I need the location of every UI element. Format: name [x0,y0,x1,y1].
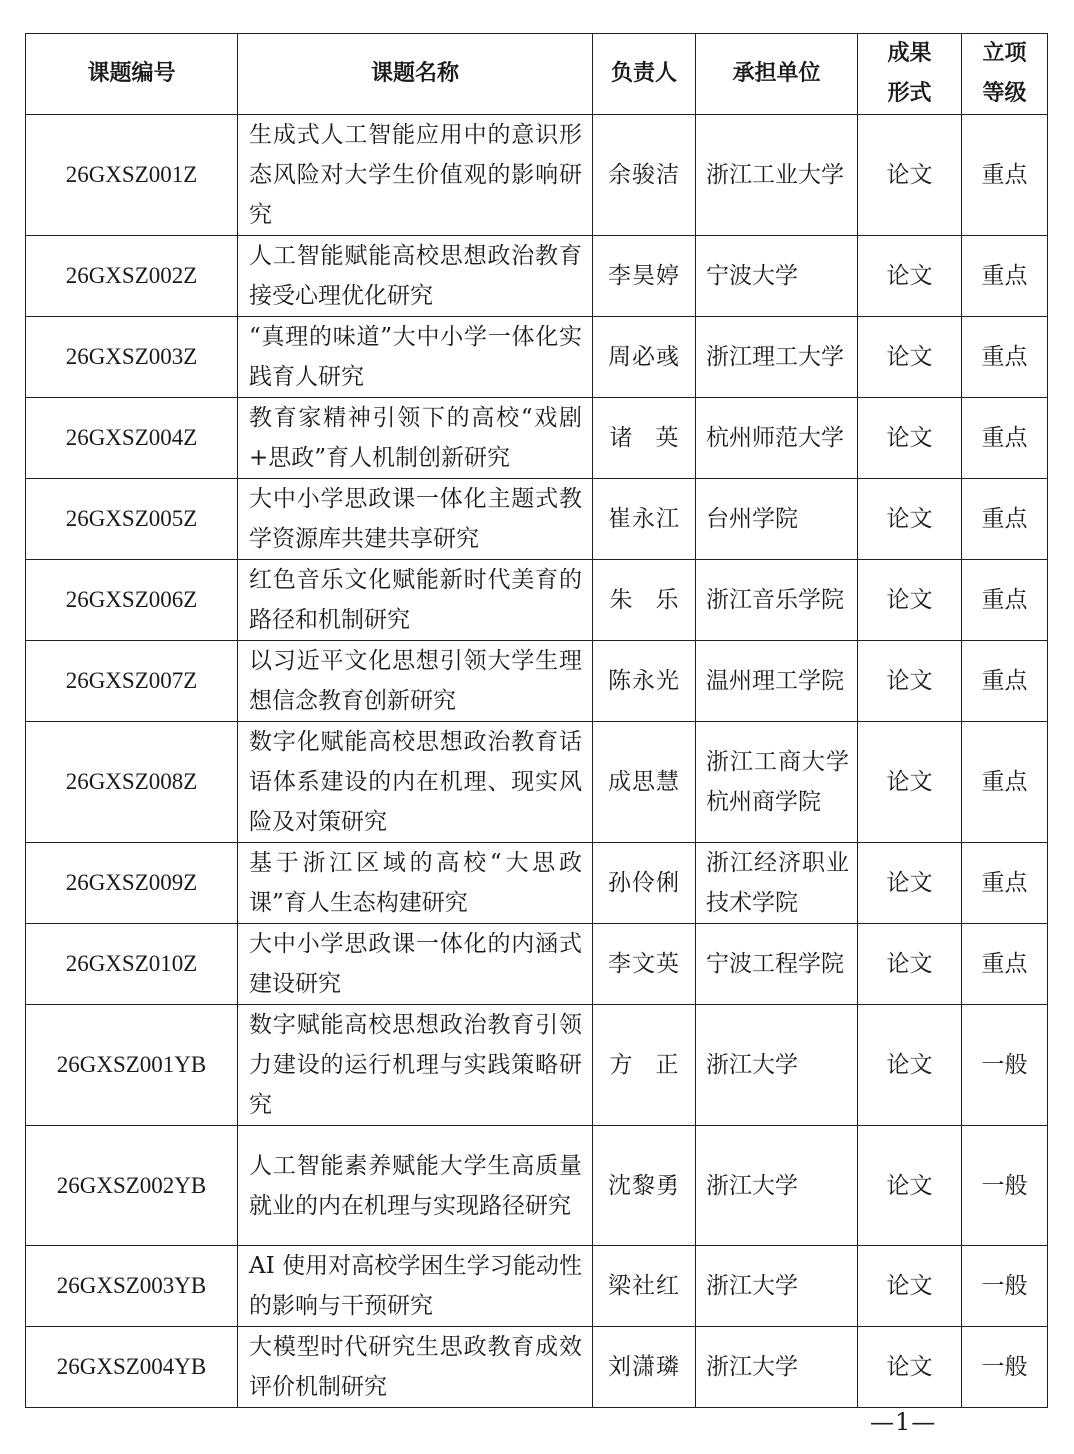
table-row [26,1005,1048,1126]
table-row [26,317,1048,398]
project-code: 26GXSZ001YB [26,1005,238,1126]
header-code: 课题编号 [26,34,238,115]
project-title: 大模型时代研究生思政教育成效评价机制研究 [238,1327,593,1408]
host-unit: 浙江理工大学 [696,317,858,398]
header-level: 立项等级 [962,34,1048,115]
project-code: 26GXSZ005Z [26,479,238,560]
project-leader: 方 正 [593,1005,696,1126]
result-form: 论文 [858,1327,962,1408]
header-person: 负责人 [593,34,696,115]
result-form: 论文 [858,398,962,479]
project-level: 重点 [962,843,1048,924]
project-leader: 李昊婷 [593,236,696,317]
project-leader: 崔永江 [593,479,696,560]
table-row [26,1126,1048,1246]
host-unit: 浙江音乐学院 [696,560,858,641]
project-title: 人工智能素养赋能大学生高质量就业的内在机理与实现路径研究 [238,1126,593,1246]
table-row [26,479,1048,560]
project-title: 数字赋能高校思想政治教育引领力建设的运行机理与实践策略研究 [238,1005,593,1126]
project-leader: 陈永光 [593,641,696,722]
host-unit: 浙江经济职业技术学院 [696,843,858,924]
result-form: 论文 [858,1005,962,1126]
project-code: 26GXSZ010Z [26,924,238,1005]
project-level: 重点 [962,479,1048,560]
project-leader: 诸 英 [593,398,696,479]
project-table [25,33,1048,1408]
page-number: —1— [870,1408,937,1436]
project-leader: 孙伶俐 [593,843,696,924]
project-level: 一般 [962,1126,1048,1246]
project-level: 一般 [962,1005,1048,1126]
result-form: 论文 [858,1246,962,1327]
table-row [26,641,1048,722]
table-row [26,843,1048,924]
project-title: 以习近平文化思想引领大学生理想信念教育创新研究 [238,641,593,722]
project-code: 26GXSZ004Z [26,398,238,479]
project-leader: 刘潇璘 [593,1327,696,1408]
header-form: 成果形式 [858,34,962,115]
project-code: 26GXSZ008Z [26,722,238,843]
project-code: 26GXSZ003YB [26,1246,238,1327]
result-form: 论文 [858,317,962,398]
header-unit: 承担单位 [696,34,858,115]
project-title: AI 使用对高校学困生学习能动性的影响与干预研究 [238,1246,593,1327]
project-leader: 沈黎勇 [593,1126,696,1246]
project-code: 26GXSZ002Z [26,236,238,317]
project-title: 大中小学思政课一体化的内涵式建设研究 [238,924,593,1005]
project-title: 基于浙江区域的高校“大思政课”育人生态构建研究 [238,843,593,924]
table-row [26,1246,1048,1327]
project-level: 重点 [962,236,1048,317]
host-unit: 浙江大学 [696,1327,858,1408]
project-leader: 周必彧 [593,317,696,398]
project-leader: 朱 乐 [593,560,696,641]
header-row [26,34,1048,115]
project-title: 大中小学思政课一体化主题式教学资源库共建共享研究 [238,479,593,560]
project-level: 重点 [962,398,1048,479]
host-unit: 浙江大学 [696,1005,858,1126]
project-leader: 李文英 [593,924,696,1005]
project-level: 重点 [962,641,1048,722]
table-row [26,398,1048,479]
project-level: 重点 [962,317,1048,398]
project-level: 重点 [962,560,1048,641]
result-form: 论文 [858,843,962,924]
host-unit: 温州理工学院 [696,641,858,722]
table-row [26,236,1048,317]
table-row [26,722,1048,843]
project-level: 一般 [962,1246,1048,1327]
project-leader: 余骏洁 [593,115,696,236]
project-title: 数字化赋能高校思想政治教育话语体系建设的内在机理、现实风险及对策研究 [238,722,593,843]
host-unit: 宁波工程学院 [696,924,858,1005]
table-row [26,115,1048,236]
host-unit: 浙江工商大学杭州商学院 [696,722,858,843]
host-unit: 浙江工业大学 [696,115,858,236]
result-form: 论文 [858,115,962,236]
result-form: 论文 [858,236,962,317]
table-row [26,1327,1048,1408]
result-form: 论文 [858,641,962,722]
host-unit: 浙江大学 [696,1246,858,1327]
project-title: 人工智能赋能高校思想政治教育接受心理优化研究 [238,236,593,317]
project-title: “真理的味道”大中小学一体化实践育人研究 [238,317,593,398]
project-code: 26GXSZ009Z [26,843,238,924]
host-unit: 浙江大学 [696,1126,858,1246]
project-code: 26GXSZ001Z [26,115,238,236]
result-form: 论文 [858,722,962,843]
result-form: 论文 [858,924,962,1005]
project-title: 红色音乐文化赋能新时代美育的路径和机制研究 [238,560,593,641]
project-level: 重点 [962,924,1048,1005]
table-row [26,560,1048,641]
result-form: 论文 [858,560,962,641]
project-level: 一般 [962,1327,1048,1408]
result-form: 论文 [858,1126,962,1246]
project-leader: 成思慧 [593,722,696,843]
project-title: 教育家精神引领下的高校“戏剧+思政”育人机制创新研究 [238,398,593,479]
host-unit: 杭州师范大学 [696,398,858,479]
result-form: 论文 [858,479,962,560]
header-title: 课题名称 [238,34,593,115]
project-code: 26GXSZ004YB [26,1327,238,1408]
project-level: 重点 [962,722,1048,843]
project-code: 26GXSZ002YB [26,1126,238,1246]
project-code: 26GXSZ006Z [26,560,238,641]
host-unit: 台州学院 [696,479,858,560]
project-title: 生成式人工智能应用中的意识形态风险对大学生价值观的影响研究 [238,115,593,236]
project-level: 重点 [962,115,1048,236]
project-code: 26GXSZ007Z [26,641,238,722]
project-leader: 梁社红 [593,1246,696,1327]
host-unit: 宁波大学 [696,236,858,317]
project-code: 26GXSZ003Z [26,317,238,398]
table-row [26,924,1048,1005]
